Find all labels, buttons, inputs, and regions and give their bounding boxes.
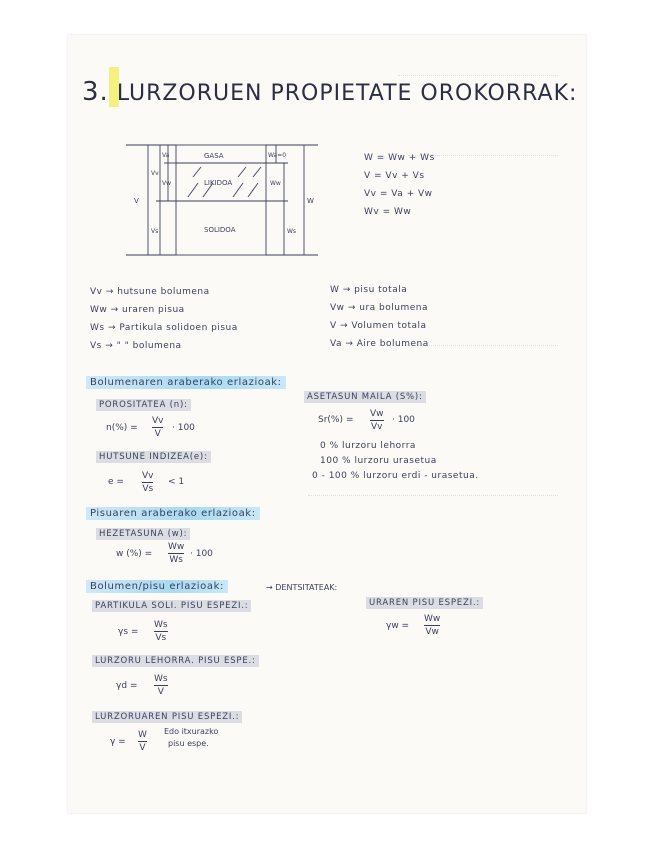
fraction [152, 416, 163, 439]
label-ww: Ww [270, 180, 281, 187]
denominator: Vw [425, 627, 439, 637]
label-ws: Ws [287, 228, 297, 235]
formula-rhs: · 100 [392, 415, 415, 425]
label-lurzoruaren: LURZORUAREN PISU ESPEZI.: [92, 711, 242, 723]
label-gasa: GASA [204, 152, 224, 160]
label-vv: Vv [151, 170, 159, 177]
formula-lhs: Sr(%) = [318, 415, 354, 425]
label-likidoa: LIKIDOA [204, 179, 233, 187]
label-wa: Wa=0 [268, 152, 287, 159]
equation: W = Ww + Ws [364, 153, 435, 163]
formula-rhs: < 1 [168, 477, 185, 487]
saturation-note: 100 % lurzoru urasetua [320, 456, 437, 466]
numerator: Ww [168, 542, 185, 552]
numerator: Ww [424, 614, 441, 624]
formula-lhs: e = [108, 477, 124, 487]
denominator: V [157, 687, 164, 697]
title-number: 3. [82, 77, 109, 107]
definition-right: Vw → ura bolumena [330, 303, 429, 313]
section-heading-volume: Bolumenaren araberako erlazioak: [86, 376, 286, 389]
definition-left: Ww → uraren pisua [90, 305, 185, 315]
formula-lhs: γd = [116, 681, 138, 691]
section-heading-volume-weight: Bolumen/pisu erlazioak: [86, 580, 228, 593]
definition-right: Va → Aire bolumena [330, 339, 429, 349]
equation: Vv = Va + Vw [364, 189, 433, 199]
definition-left: Vs → " " bolumena [90, 341, 182, 351]
definition-right: W → pisu totala [330, 285, 408, 295]
equation: V = Vv + Vs [364, 171, 425, 181]
definition-left: Vv → hutsune bolumena [90, 287, 210, 297]
density-arrow-note: → DENTSITATEAK: [266, 583, 338, 592]
denominator: V [139, 743, 146, 753]
note-itxurazko: Edo itxurazko [164, 727, 219, 736]
equation: Wv = Ww [364, 207, 412, 217]
fraction [154, 620, 168, 643]
numerator: Vw [370, 409, 384, 419]
label-partikula: PARTIKULA SOLI. PISU ESPEZI.: [92, 600, 251, 612]
label-asetasun: ASETASUN MAILA (S%): [304, 391, 426, 403]
formula-lhs: γs = [118, 627, 139, 637]
label-w: W [307, 197, 314, 205]
bleed-through-decoration [308, 495, 558, 504]
fraction [138, 730, 147, 753]
numerator: Vv [142, 471, 154, 481]
formula-lhs: γ = [110, 737, 126, 747]
formula-lhs: γw = [386, 621, 410, 631]
numerator: Vv [152, 416, 164, 426]
formula-lhs: n(%) = [106, 423, 138, 433]
denominator: Vs [142, 484, 154, 494]
formula-rhs: · 100 [190, 549, 213, 559]
notebook-page [68, 35, 586, 813]
label-vw: Vw [162, 180, 172, 187]
denominator: Ws [169, 555, 183, 565]
label-lehorra: LURZORU LEHORRA. PISU ESPE.: [92, 655, 259, 667]
saturation-note: 0 - 100 % lurzoru erdi - urasetua. [312, 471, 479, 481]
label-hezetasuna: HEZETASUNA (w): [96, 528, 190, 540]
label-uraren: URAREN PISU ESPEZI.: [366, 597, 483, 609]
numerator: Ws [154, 674, 168, 684]
soil-phase-diagram [108, 133, 338, 263]
definition-right: V → Volumen totala [330, 321, 427, 331]
label-v: V [134, 197, 139, 205]
formula-lhs: w (%) = [116, 549, 153, 559]
numerator: W [138, 730, 147, 740]
phase-box [176, 145, 266, 255]
denominator: Vv [371, 422, 383, 432]
label-hutsune: HUTSUNE INDIZEA(e): [96, 451, 211, 463]
fraction [168, 542, 184, 565]
fraction [370, 409, 384, 432]
page-title [82, 77, 577, 107]
note-pisu-espe: pisu espe. [168, 739, 209, 748]
formula-rhs: · 100 [172, 423, 195, 433]
fraction [154, 674, 168, 697]
label-porositatea: POROSITATEA (n): [96, 399, 191, 411]
denominator: V [154, 429, 161, 439]
label-va: Va [162, 152, 170, 159]
numerator: Ws [154, 620, 168, 630]
fraction [142, 471, 153, 494]
denominator: Vs [155, 633, 167, 643]
label-vs: Vs [151, 228, 159, 235]
saturation-note: 0 % lurzoru lehorra [320, 441, 416, 451]
section-heading-weight: Pisuaren araberako erlazioak: [86, 507, 260, 520]
title-text: LURZORUEN PROPIETATE OROKORRAK: [116, 81, 578, 106]
fraction [424, 614, 440, 637]
definition-left: Ws → Partikula solidoen pisua [90, 323, 238, 333]
label-solidoa: SOLIDOA [204, 226, 236, 234]
